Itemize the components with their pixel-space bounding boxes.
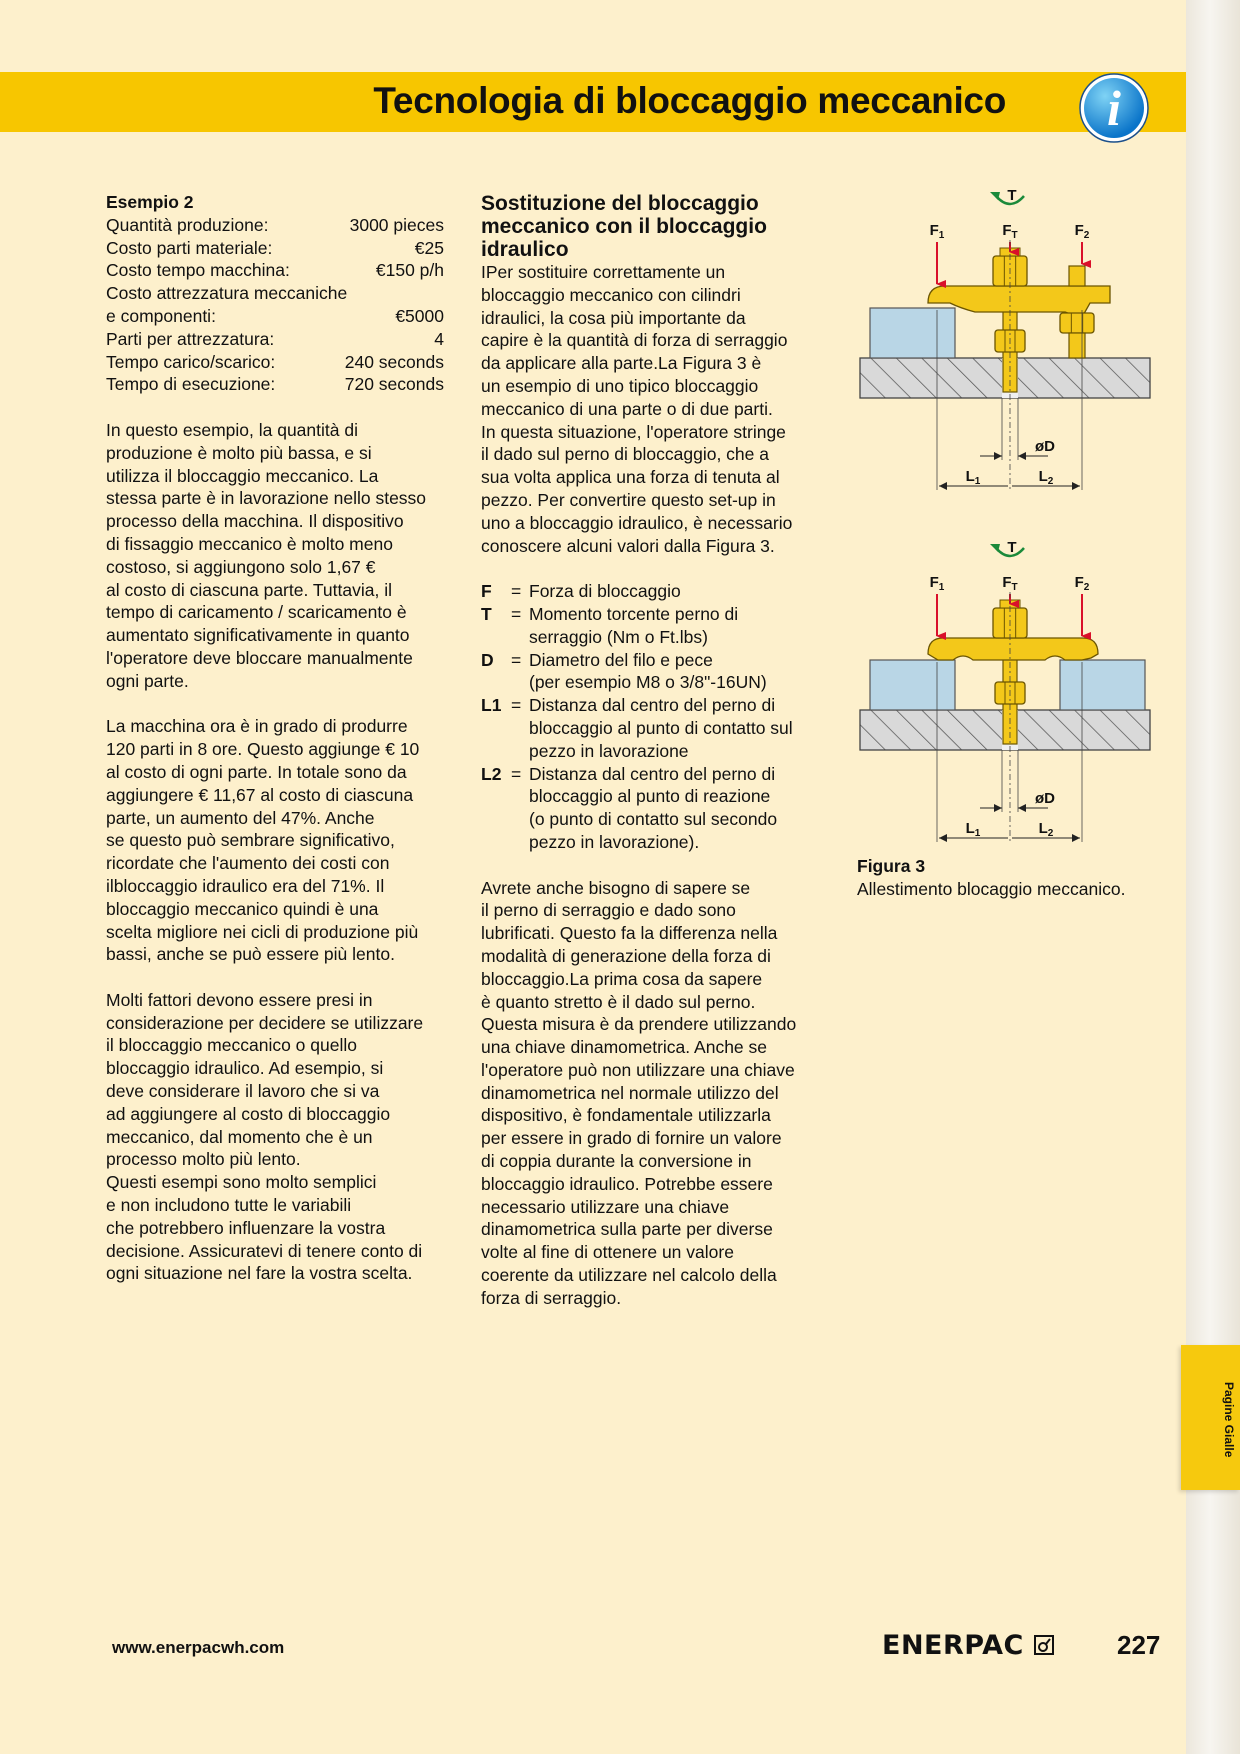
text-line: l'operatore deve bloccare manualmente xyxy=(106,647,413,668)
text-line: è quanto stretto è il dado sul perno. xyxy=(481,991,756,1012)
paragraph xyxy=(106,419,444,693)
text-line: di coppia durante la conversione in xyxy=(481,1151,752,1172)
diagram-two-parts xyxy=(860,539,1150,842)
text-line: Momento torcente perno di xyxy=(529,603,739,624)
text-line: serraggio (Nm o Ft.lbs) xyxy=(529,626,708,647)
spec-value: 720 seconds xyxy=(344,374,444,395)
definition-symbol: L1 xyxy=(481,695,502,716)
paragraph xyxy=(106,989,444,1285)
text-line: dispositivo, è fondamentale utilizzarla xyxy=(481,1105,771,1126)
text-line: al costo di ciascuna parte. Tuttavia, il xyxy=(106,579,392,600)
text-line: pezzo. Per convertire questo set-up in xyxy=(481,489,776,510)
spec-label: Parti per attrezzatura: xyxy=(106,328,275,349)
spec-label: Quantità produzione: xyxy=(106,214,269,235)
definition-symbol: L2 xyxy=(481,763,502,784)
spec-label: Tempo di esecuzione: xyxy=(106,374,276,395)
text-line: il perno di serraggio e dado sono xyxy=(481,900,736,921)
workpiece-block xyxy=(870,308,955,358)
title-banner xyxy=(0,72,1186,132)
text-line: IPer sostituire correttamente un xyxy=(481,262,726,282)
text-line: stessa parte è in lavorazione nello stesso xyxy=(106,488,427,509)
text-line: di fissaggio meccanico è molto meno xyxy=(106,533,393,554)
text-line: idraulici, la cosa più importante da xyxy=(481,307,746,328)
text-line: un esempio di uno tipico bloccaggio xyxy=(481,375,759,396)
clamp-bar xyxy=(928,638,1098,660)
text-line: ogni situazione nel fare la vostra scelta. xyxy=(106,1263,413,1284)
force-f2-label: $F_2$ xyxy=(1074,574,1090,593)
clamp-diagram xyxy=(855,190,1155,850)
definition-text xyxy=(529,763,826,854)
torque-label: T xyxy=(1007,190,1017,204)
text-line: produzione è molto più bassa, e si xyxy=(106,442,372,463)
definition-item xyxy=(481,694,826,762)
text-line: bloccaggio meccanico con cilindri xyxy=(481,284,741,305)
text-line: In questo esempio, la quantità di xyxy=(106,419,358,440)
text-line: Distanza dal centro del perno di xyxy=(529,763,776,784)
text-line: dinamometrica nel normale utilizzo del xyxy=(481,1082,779,1103)
spec-list xyxy=(106,214,444,396)
text-line: se questo può sembrare significativo, xyxy=(106,830,395,851)
text-line: una chiave dinamometrica. Anche se xyxy=(481,1037,767,1058)
text-line: al costo di ogni parte. In totale sono da xyxy=(106,761,407,782)
definition-equals: = xyxy=(511,649,522,670)
spec-value: €25 xyxy=(414,237,444,258)
text-line: 120 parti in 8 ore. Questo aggiunge € 10 xyxy=(106,739,420,760)
text-line: Diametro del filo e pece xyxy=(529,649,713,670)
spec-row xyxy=(106,351,444,374)
spec-value: 3000 pieces xyxy=(349,214,444,235)
spec-row xyxy=(106,373,444,396)
figure-3 xyxy=(855,190,1155,899)
text-line: il bloccaggio meccanico o quello xyxy=(106,1035,357,1056)
text-line: pezzo in lavorazione xyxy=(529,740,689,761)
spec-label: Costo tempo macchina: xyxy=(106,260,290,281)
text-line: capire è la quantità di forza di serraggio xyxy=(481,330,788,351)
text-line: e non includono tutte le variabili xyxy=(106,1195,352,1216)
definition-text xyxy=(529,694,826,762)
text-line: l'operatore può non utilizzare una chiave xyxy=(481,1059,795,1080)
torque-label: T xyxy=(1007,539,1017,556)
text-line: (per esempio M8 o 3/8"-16UN) xyxy=(529,672,767,693)
text-line: pezzo in lavorazione). xyxy=(529,831,700,852)
l2-label: $L_2$ xyxy=(1038,820,1054,839)
text-line: utilizza il bloccaggio meccanico. La xyxy=(106,465,379,486)
text-line: considerazione per decidere se utilizzare xyxy=(106,1012,424,1033)
text-line: meccanico, dal momento che è un xyxy=(106,1126,373,1147)
text-line: tempo di caricamento / scaricamento è xyxy=(106,602,407,623)
definition-list xyxy=(481,580,826,854)
text-line: scelta migliore nei cicli di produzione più xyxy=(106,921,419,942)
spec-value: €150 p/h xyxy=(375,260,444,281)
spec-label: Tempo carico/scarico: xyxy=(106,351,276,372)
workpiece-block xyxy=(870,660,955,710)
spec-row xyxy=(106,305,444,328)
paragraph xyxy=(481,877,826,1310)
page-number: 227 xyxy=(1117,1630,1161,1660)
definition-equals: = xyxy=(511,695,522,716)
text-line: lubrificati. Questo fa la differenza nella xyxy=(481,923,778,944)
workpiece-block xyxy=(1060,660,1145,710)
definition-equals: = xyxy=(511,763,522,784)
text-line: processo della macchina. Il dispositivo xyxy=(106,511,404,532)
text-line: Avrete anche bisogno di sapere se xyxy=(481,877,751,898)
support-screw xyxy=(1069,266,1085,286)
text-line: bloccaggio idraulico. Potrebbe essere xyxy=(481,1173,773,1194)
text-line: ilbloccaggio idraulico era del 71%. Il xyxy=(106,875,385,896)
force-f2-label: $F_2$ xyxy=(1074,222,1090,241)
text-line: bloccaggio al punto di contatto sul xyxy=(529,717,793,738)
spec-value: €5000 xyxy=(395,305,444,326)
definition-text xyxy=(529,603,826,649)
brand-logo xyxy=(882,1630,1054,1661)
diameter-label: øD xyxy=(1035,790,1055,807)
text-line: parte, un aumento del 47%. Anche xyxy=(106,807,375,828)
text-line: volte al fine di ottenere un valore xyxy=(481,1242,734,1263)
text-line: decisione. Assicuratevi di tenere conto di xyxy=(106,1240,423,1261)
paragraph xyxy=(106,715,444,966)
text-line: costoso, si aggiungono solo 1,67 € xyxy=(106,556,376,577)
support-nut xyxy=(1060,313,1094,333)
definition-item xyxy=(481,763,826,854)
spec-row xyxy=(106,237,444,260)
spec-label: Costo attrezzatura meccaniche xyxy=(106,283,348,304)
figure-caption-text: Allestimento blocaggio meccanico. xyxy=(857,878,1126,899)
text-line: Sostituzione del bloccaggio xyxy=(481,192,759,215)
diameter-label: øD xyxy=(1035,438,1055,455)
text-line: conoscere alcuni valori dalla Figura 3. xyxy=(481,535,775,556)
text-line: meccanico con il bloccaggio xyxy=(481,215,767,238)
spec-label: e componenti: xyxy=(106,305,216,326)
text-line: bassi, anche se può essere più lento. xyxy=(106,944,395,965)
text-line: bloccaggio meccanico quindi è una xyxy=(106,898,379,919)
spec-row xyxy=(106,328,444,351)
text-line: Molti fattori devono essere presi in xyxy=(106,989,373,1010)
force-ft-label: $F_T$ xyxy=(1002,574,1018,593)
text-line: necessario utilizzare una chiave xyxy=(481,1196,730,1217)
spec-value: 4 xyxy=(434,328,444,349)
text-line: idraulico xyxy=(481,238,569,261)
spec-row xyxy=(106,259,444,282)
text-line: La macchina ora è in grado di produrre xyxy=(106,716,408,737)
column-2 xyxy=(481,192,826,1310)
side-tab-label: Pagine Gialle xyxy=(1222,1382,1236,1458)
force-f1-label: $F_1$ xyxy=(929,222,945,241)
text-line: In questa situazione, l'operatore stringe xyxy=(481,421,786,442)
diagram-one-part xyxy=(860,190,1150,490)
text-line: ogni parte. xyxy=(106,670,189,691)
definition-item xyxy=(481,580,826,603)
spec-row xyxy=(106,214,444,237)
text-line: ricordate che l'aumento dei costi con xyxy=(106,853,390,874)
text-line: bloccaggio idraulico. Ad esempio, si xyxy=(106,1058,384,1079)
brand-mark-icon xyxy=(1034,1635,1054,1655)
definition-symbol: T xyxy=(481,603,492,624)
spec-label: Costo parti materiale: xyxy=(106,237,273,258)
brand-name: ENERPAC xyxy=(882,1630,1024,1661)
definition-symbol: F xyxy=(481,581,492,602)
footer-url[interactable]: www.enerpacwh.com xyxy=(112,1638,285,1657)
force-f1-label: $F_1$ xyxy=(929,574,945,593)
info-icon xyxy=(1074,68,1154,153)
svg-text:i: i xyxy=(1107,80,1121,136)
text-line: da applicare alla parte.La Figura 3 è xyxy=(481,353,762,374)
text-line: (o punto di contatto sul secondo xyxy=(529,809,778,830)
text-line: coerente da utilizzare nel calcolo della xyxy=(481,1265,777,1286)
text-line: uno a bloccaggio idraulico, è necessario xyxy=(481,512,793,533)
text-line: dinamometrica sulla parte per diverse xyxy=(481,1219,773,1240)
text-line: il dado sul perno di bloccaggio, che a xyxy=(481,444,769,465)
example-title: Esempio 2 xyxy=(106,192,194,212)
section-heading xyxy=(481,192,826,261)
page-title: Tecnologia di bloccaggio meccanico xyxy=(373,80,1006,121)
text-line: Forza di bloccaggio xyxy=(529,581,681,602)
definition-symbol: D xyxy=(481,649,494,670)
definition-equals: = xyxy=(511,581,522,602)
l1-label: $L_1$ xyxy=(965,820,981,839)
text-line: ad aggiungere al costo di bloccaggio xyxy=(106,1103,391,1124)
definition-item xyxy=(481,649,826,695)
text-line: bloccaggio al punto di reazione xyxy=(529,786,771,807)
column-1 xyxy=(106,191,444,1285)
text-line: Distanza dal centro del perno di xyxy=(529,695,776,716)
text-line: meccanico di una parte o di due parti. xyxy=(481,398,773,419)
definition-text xyxy=(529,580,826,603)
spec-value: 240 seconds xyxy=(344,351,444,372)
text-line: Questi esempi sono molto semplici xyxy=(106,1172,377,1193)
text-line: sua volta applica una forza di tenuta al xyxy=(481,467,780,488)
paragraph xyxy=(481,261,826,557)
text-line: aggiungere € 11,67 al costo di ciascuna xyxy=(106,784,414,805)
l1-label: $L_1$ xyxy=(965,468,981,487)
text-line: Questa misura è da prendere utilizzando xyxy=(481,1014,797,1035)
force-ft-label: $F_T$ xyxy=(1002,222,1018,241)
text-line: che potrebbero influenzare la vostra xyxy=(106,1217,386,1238)
text-line: processo molto più lento. xyxy=(106,1149,301,1170)
definition-item xyxy=(481,603,826,649)
l2-label: $L_2$ xyxy=(1038,468,1054,487)
text-line: per essere in grado di fornire un valore xyxy=(481,1128,782,1149)
text-line: bloccaggio.La prima cosa da sapere xyxy=(481,968,763,989)
figure-caption-title: Figura 3 xyxy=(857,856,926,876)
text-line: aumentato significativamente in quanto xyxy=(106,625,410,646)
text-line: deve considerare il lavoro che si va xyxy=(106,1081,380,1102)
definition-text xyxy=(529,649,826,695)
text-line: forza di serraggio. xyxy=(481,1287,622,1308)
definition-equals: = xyxy=(511,603,522,624)
text-line: modalità di generazione della forza di xyxy=(481,945,771,966)
spec-row xyxy=(106,282,444,305)
